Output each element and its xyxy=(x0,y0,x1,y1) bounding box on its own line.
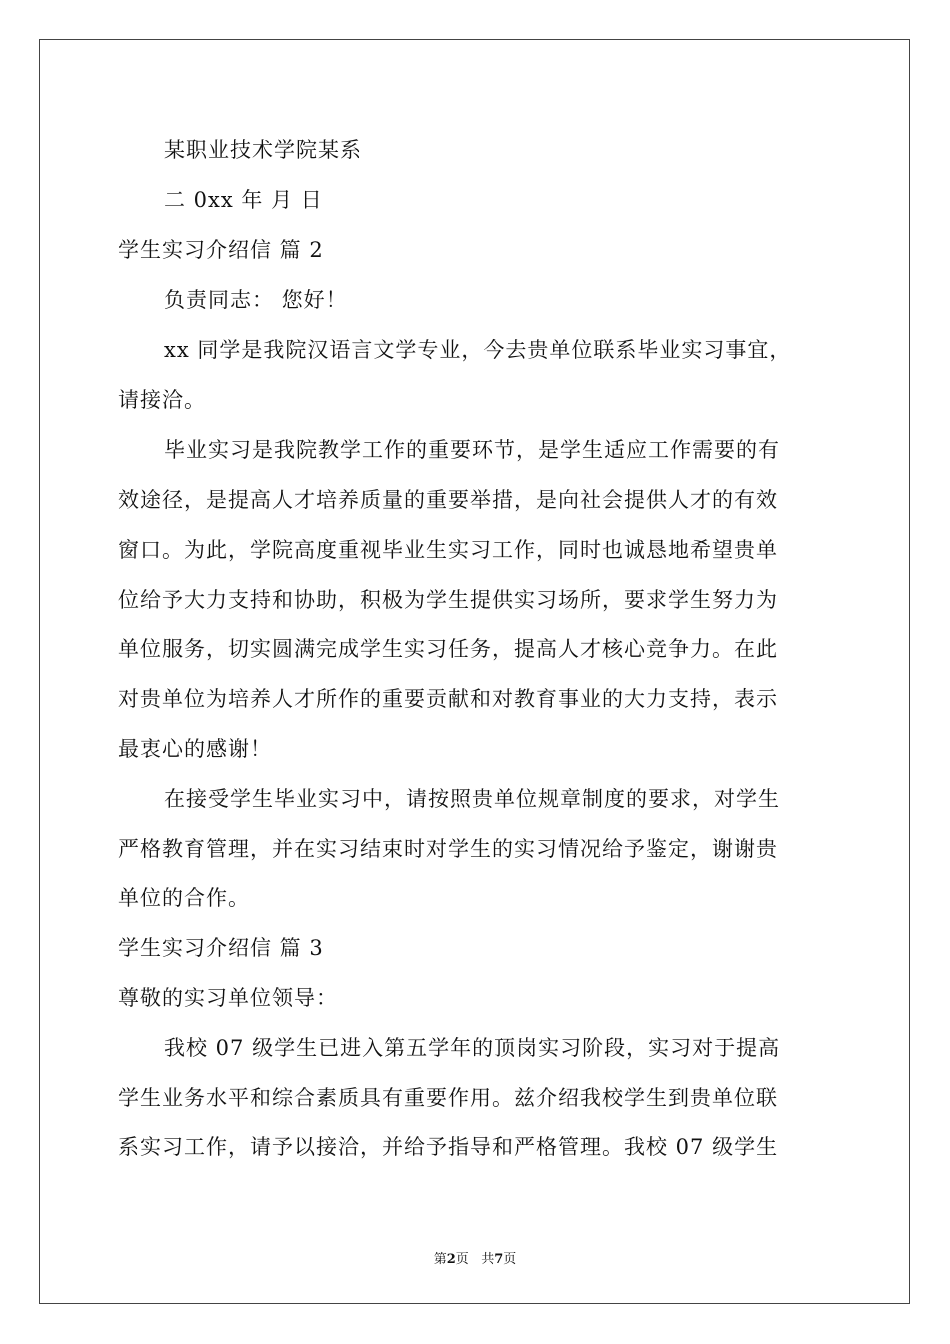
footer-prefix: 第 xyxy=(433,1252,447,1267)
signature-institution: 某职业技术学院某系 xyxy=(164,138,362,162)
paragraph-line: 毕业实习是我院教学工作的重要环节，是学生适应工作需要的有 xyxy=(164,438,780,462)
paragraph-line: 我校 07 级学生已进入第五学年的顶岗实习阶段，实习对于提高 xyxy=(164,1036,781,1060)
paragraph-line: 位给予大力支持和协助，积极为学生提供实习场所，要求学生努力为 xyxy=(118,588,778,612)
paragraph-line: 窗口。为此，学院高度重视毕业生实习工作，同时也诚恳地希望贵单 xyxy=(118,538,778,562)
signature-date: 二 0xx 年 月 日 xyxy=(164,188,323,212)
paragraph-line: 单位的合作。 xyxy=(118,886,250,910)
footer-total-suffix: 页 xyxy=(503,1252,517,1267)
paragraph-line: 单位服务，切实圆满完成学生实习任务，提高人才核心竞争力。在此 xyxy=(118,637,778,661)
footer-total-pages: 7 xyxy=(494,1252,504,1267)
paragraph-line: 最衷心的感谢！ xyxy=(118,737,272,761)
section-heading-3: 学生实习介绍信 篇 3 xyxy=(118,936,324,960)
paragraph-line: 在接受学生毕业实习中，请按照贵单位规章制度的要求，对学生 xyxy=(164,787,780,811)
footer-page-number: 2 xyxy=(446,1252,456,1267)
salutation: 负责同志： 您好！ xyxy=(164,288,348,312)
footer-total-prefix: 共 xyxy=(481,1252,495,1267)
section-heading-2: 学生实习介绍信 篇 2 xyxy=(118,238,324,262)
paragraph-line: 对贵单位为培养人才所作的重要贡献和对教育事业的大力支持，表示 xyxy=(118,687,778,711)
paragraph-line: xx 同学是我院汉语言文学专业，今去贵单位联系毕业实习事宜， xyxy=(164,338,792,362)
paragraph-line: 系实习工作，请予以接洽，并给予指导和严格管理。我校 07 级学生 xyxy=(118,1135,779,1159)
paragraph-line: 严格教育管理，并在实习结束时对学生的实习情况给予鉴定，谢谢贵 xyxy=(118,837,778,861)
paragraph-line: 请接洽。 xyxy=(118,388,206,412)
page-footer xyxy=(0,1248,950,1267)
paragraph-line: 学生业务水平和综合素质具有重要作用。兹介绍我校学生到贵单位联 xyxy=(118,1086,778,1110)
salutation: 尊敬的实习单位领导： xyxy=(118,986,338,1010)
footer-page-suffix: 页 xyxy=(455,1252,469,1267)
page-border xyxy=(39,39,910,1304)
paragraph-line: 效途径，是提高人才培养质量的重要举措，是向社会提供人才的有效 xyxy=(118,488,778,512)
